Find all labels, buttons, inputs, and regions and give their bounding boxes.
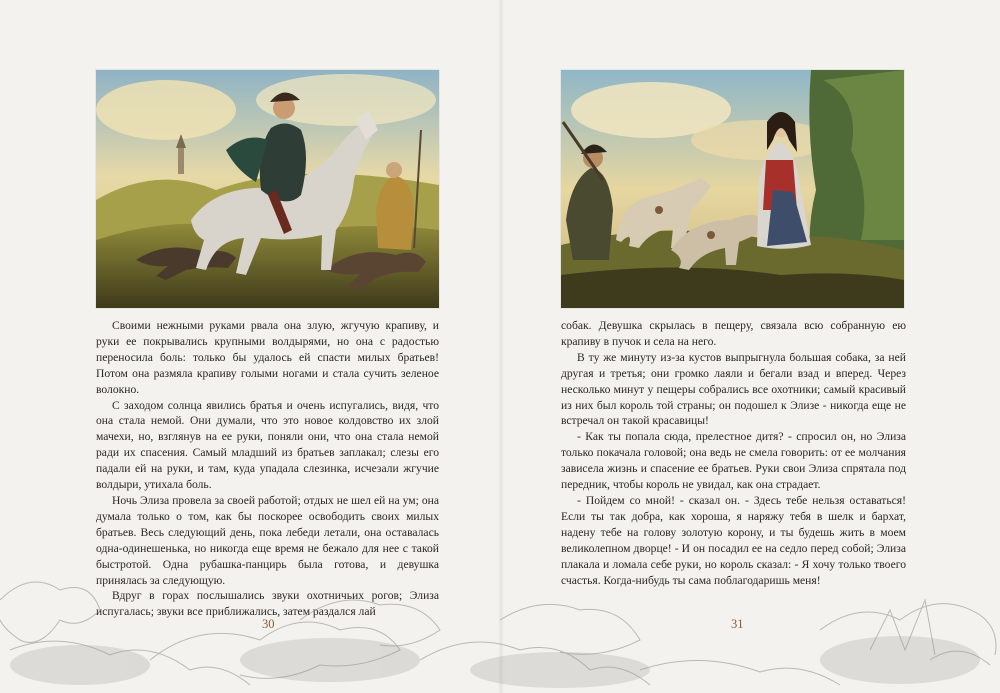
right-paragraph-4: - Пойдем со мной! - сказал он. - Здесь тебе нельзя оставаться! Если ты так добра, как хороша, я наряжу тебя в шелк и бархат, надену тебе на голову золотую корону, и ты будешь жить в моем великолепном дворце! - И он посадил ее на седло перед собой; Элиза плакала и ломала себе руки, но король сказал: - Я хочу только твоего счастья. Когда-нибудь ты сама поблагодаришь меня!	[561, 493, 906, 587]
right-paragraph-2: В ту же минуту из-за кустов выпрыгнула большая собака, за ней другая и третья; они громко лаяли и бегали взад и вперед. Через несколько минут у пещеры собрались все охотники; самый красивый из них был король той страны; он подошел к Элизе - никогда еще не встречал он такой красавицы!	[561, 350, 906, 428]
right-page-text	[561, 318, 906, 588]
left-paragraph-3: Ночь Элиза провела за своей работой; отдых не шел ей на ум; она думала только о том, как бы поскорее освободить своих милых братьев. Весь следующий день, пока лебеди летали, она оставалась одна-одинешенька, но никогда еще время не бежало для нее с такой быстротой. Одна рубашка-панцирь была готова, и девушка принялась за следующую.	[96, 493, 439, 587]
illustration-eliza-found	[561, 70, 904, 308]
right-paragraph-3: - Как ты попала сюда, прелестное дитя? - спросил он, но Элиза только покачала головой; она ведь не смела говорить: от ее молчания зависела жизнь и спасение ее братьев. Руки свои Элиза спрятала под передник, чтобы король не увидал, как она страдает.	[561, 430, 906, 492]
illustration-eliza-found-image	[561, 70, 904, 308]
left-paragraph-4: Вдруг в горах послышались звуки охотничьих рогов; Элиза испугалась; звуки все приближались, затем раздался лай	[96, 589, 439, 619]
illustration-king-on-horse	[96, 70, 439, 308]
right-paragraph-1: собак. Девушка скрылась в пещеру, связала всю собранную ею крапиву в пучок и села на него.	[561, 319, 906, 348]
left-paragraph-2: С заходом солнца явились братья и очень испугались, видя, что она стала немой. Они думали, что это новое колдовство их злой мачехи, но, взглянув на ее руки, поняли они, что она стала немой ради их спасения. Самый младший из братьев заплакал; слезы его падали ей на руки, и там, куда упадала слезинка, исчезали жгучие волдыри, утихала боль.	[96, 398, 439, 492]
left-paragraph-1: Своими нежными руками рвала она злую, жгучую крапиву, и руки ее покрывались крупными волдырями, но она с радостью переносила боль: только бы удалось ей спасти милых братьев! Потом она размяла крапиву голыми ногами и стала сучить зеленое волокно.	[96, 319, 439, 396]
illustration-king-on-horse-image	[96, 70, 439, 308]
page-number-right: 31	[731, 617, 744, 631]
bottom-hounds-sketch	[0, 560, 1000, 693]
page-number-left: 30	[262, 617, 275, 631]
